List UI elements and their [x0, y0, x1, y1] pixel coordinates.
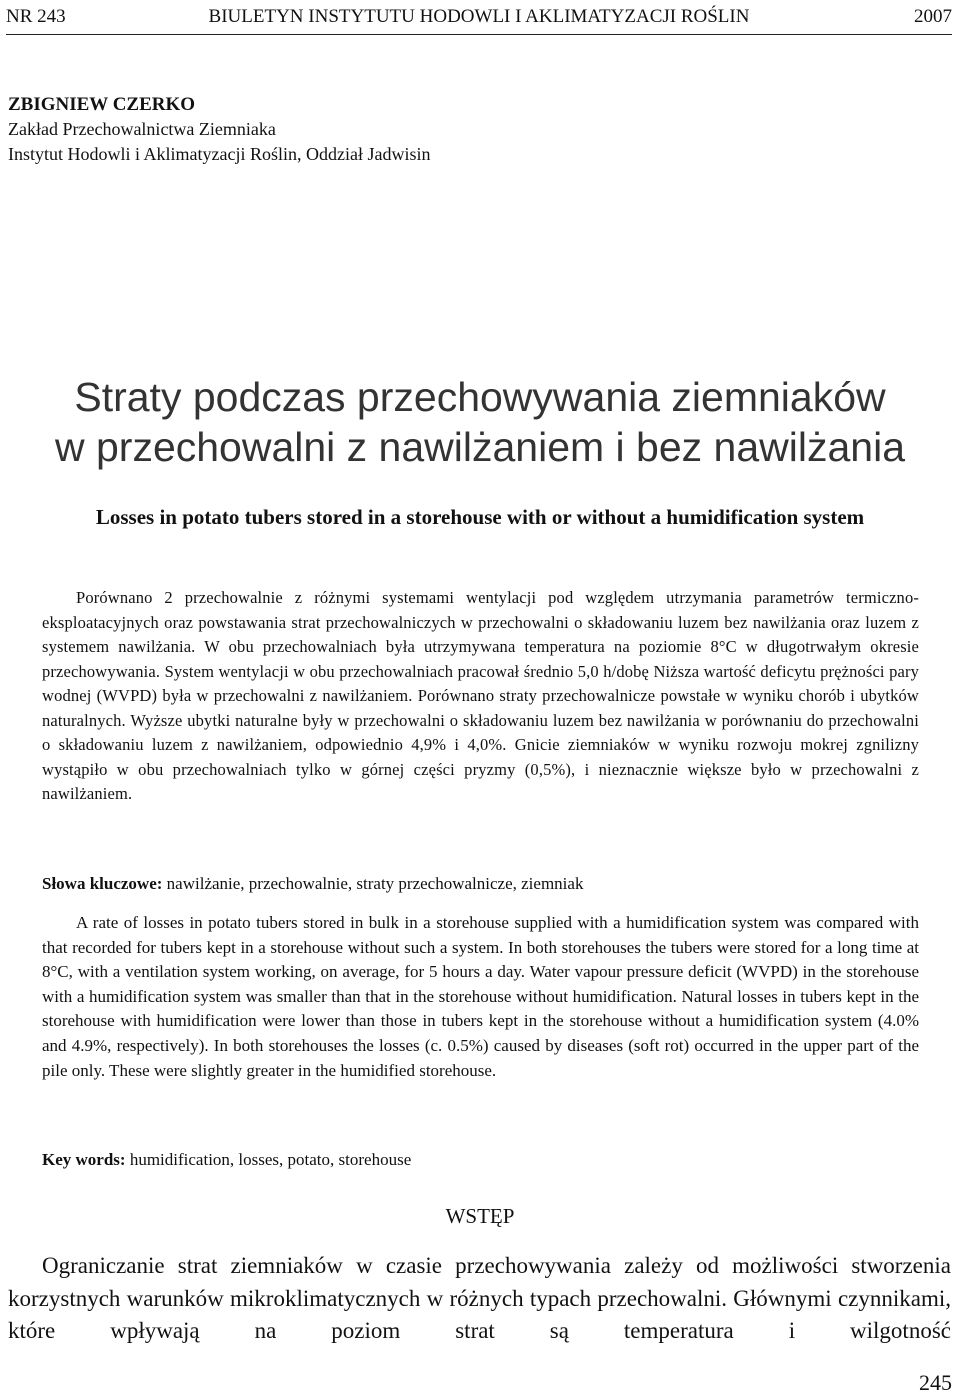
keywords-english [42, 1150, 411, 1170]
title-polish [0, 372, 960, 472]
section-heading: WSTĘP [445, 1204, 515, 1228]
keywords-polish-label: Słowa kluczowe: [42, 874, 163, 893]
author-affiliation-2: Instytut Hodowli i Aklimatyzacji Roślin, Oddział Jadwisin [8, 144, 431, 164]
title-polish-line-1: Straty podczas przechowywania ziemniaków [74, 374, 886, 420]
keywords-english-text: humidification, losses, potato, storehouse [125, 1150, 412, 1169]
author-block [8, 92, 430, 167]
publication-year: 2007 [914, 6, 952, 27]
abstract-polish: Porównano 2 przechowalnie z różnymi systemami wentylacji pod względem utrzymania parametrów termiczno-eksploatacyjnych oraz powstawania strat przechowalniczych w przechowalni o składowaniu luzem bez nawilżania oraz luzem z systemem nawilżania. W obu przechowalniach była utrzymywana temperatura na poziomie 8°C w długotrwałym okresie przechowywania. System wentylacji w obu przechowalniach pracował średnio 5,0 h/dobę Niższa wartość deficytu prężności pary wodnej (WVPD) była w przechowalni z nawilżaniem. Porównano straty przechowalnicze powstałe w wyniku chorób i ubytków naturalnych. Wyższe ubytki naturalne były w przechowalni o składowaniu luzem bez nawilżania w porównaniu do przechowalni o składowaniu luzem z nawilżaniem, odpowiednio 4,9% i 4,0%. Gnicie ziemniaków w wyniku rozwoju mokrej zgnilizny wystąpiło w obu przechowalniach tylko w górnej części pryzmy (0,5%), i nieznacznie większe było w przechowalni z nawilżaniem. [42, 588, 919, 803]
page-number: 245 [919, 1370, 952, 1395]
author-name: ZBIGNIEW CZERKO [8, 94, 196, 115]
journal-title: BIULETYN INSTYTUTU HODOWLI I AKLIMATYZACJI ROŚLIN [208, 6, 750, 27]
keywords-polish [42, 874, 583, 894]
title-polish-line-2: w przechowalni z nawilżaniem i bez nawilżania [54, 424, 905, 470]
keywords-english-label: Key words: [42, 1150, 126, 1169]
running-header [6, 4, 952, 32]
intro-paragraph: Ograniczanie strat ziemniaków w czasie przechowywania zależy od możliwości stworzenia korzystnych warunków mikroklimatycznych w różnych typach przechowalni. Głównymi czynnikami, które wpływają na poziom strat są temperatura i wilgotność [8, 1253, 951, 1343]
abstract-english: A rate of losses in potato tubers stored in bulk in a storehouse supplied with a humidification system was compared with that recorded for tubers kept in a storehouse without such a system. In both storehouses the tubers were stored for a long time at 8°C, with a ventilation system working, on average, for 5 hours a day. Water vapour pressure deficit (WVPD) in the storehouse with a humidification system was smaller than that in the storehouse without humidification. Natural losses in tubers kept in the storehouse with humidification were lower than those in tubers kept in the storehouse without a humidification system (4.0% and 4.9%, respectively). In both storehouses the losses (c. 0.5%) caused by diseases (soft rot) occurred in the upper part of the pile only. These were slightly greater in the humidified storehouse. [42, 913, 919, 1080]
keywords-polish-text: nawilżanie, przechowalnie, straty przechowalnicze, ziemniak [162, 874, 584, 893]
issue-number: NR 243 [6, 6, 66, 27]
header-rule [6, 34, 952, 35]
author-affiliation-1: Zakład Przechowalnictwa Ziemniaka [8, 119, 276, 139]
title-english: Losses in potato tubers stored in a storehouse with or without a humidification system [95, 505, 865, 529]
